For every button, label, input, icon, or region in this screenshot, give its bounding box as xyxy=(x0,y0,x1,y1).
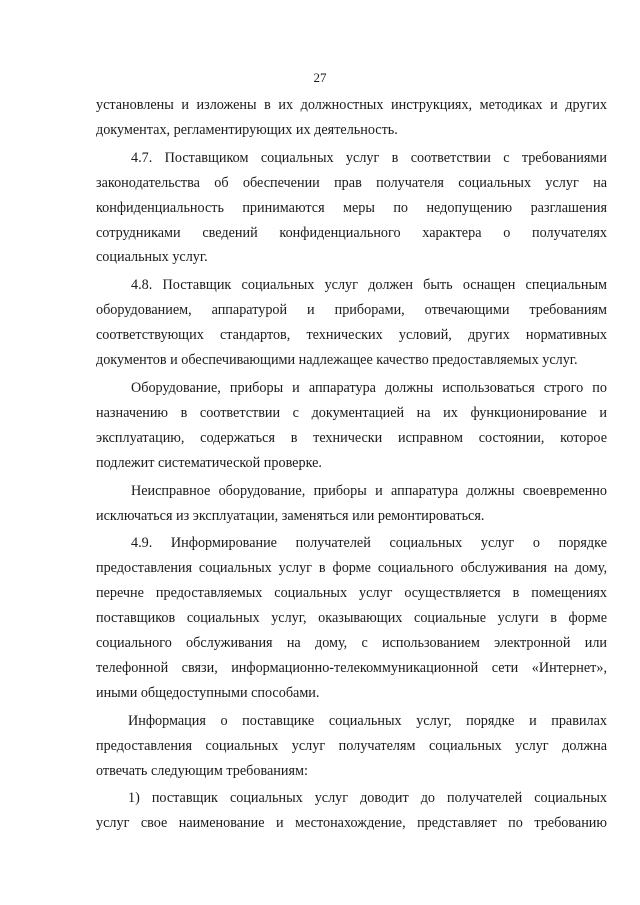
text-line: отвечать следующим требованиям: xyxy=(96,762,308,779)
text-line: законодательства об обеспечении прав получателя социальных услуг на xyxy=(96,174,607,191)
text-line: предоставления социальных услуг получателям социальных услуг должна xyxy=(96,737,607,754)
text-line: 4.8. Поставщик социальных услуг должен быть оснащен специальным xyxy=(131,277,607,294)
paragraph-faulty-equipment xyxy=(96,479,607,529)
text-line: сотрудниками сведений конфиденциального характера о получателях xyxy=(96,224,607,241)
paragraph-4-8 xyxy=(96,273,607,373)
text-line: социального обслуживания на дому, с использованием электронной или xyxy=(96,635,607,652)
text-line: Неисправное оборудование, приборы и аппаратура должны своевременно xyxy=(131,482,607,499)
text-line: оборудованием, аппаратурой и приборами, отвечающими требованиям xyxy=(96,302,607,319)
text-line: подлежит систематической проверке. xyxy=(96,454,322,471)
text-line: назначению в соответствии с документацией на их функционирование и xyxy=(96,404,607,421)
page-number: 27 xyxy=(313,70,327,85)
text-line: конфиденциальность принимаются меры по недопущению разглашения xyxy=(96,199,607,216)
paragraph-equipment-use xyxy=(96,376,607,476)
text-line: документах, регламентирующих их деятельность. xyxy=(96,121,398,138)
text-line: поставщиков социальных услуг, оказывающих социальные услуги в форме xyxy=(96,610,607,627)
text-line: 4.7. Поставщиком социальных услуг в соответствии с требованиями xyxy=(131,149,607,166)
text-line: телефонной связи, информационно-телекоммуникационной сети «Интернет», xyxy=(96,659,607,676)
text-line: исключаться из эксплуатации, заменяться или ремонтироваться. xyxy=(96,507,485,524)
paragraph-4-9 xyxy=(96,531,607,705)
text-line: 1) поставщик социальных услуг доводит до получателей социальных xyxy=(128,790,607,807)
text-line: социальных услуг. xyxy=(96,249,208,266)
paragraph-continuation xyxy=(96,93,607,143)
text-line: 4.9. Информирование получателей социальных услуг о порядке xyxy=(131,535,607,552)
text-line: эксплуатацию, содержаться в технически исправном состоянии, которое xyxy=(96,429,607,446)
text-line: Оборудование, приборы и аппаратура должны использоваться строго по xyxy=(131,379,607,396)
document-body xyxy=(96,93,607,836)
text-line: иными общедоступными способами. xyxy=(96,684,320,701)
text-line: соответствующих стандартов, технических условий, других нормативных xyxy=(96,327,607,344)
text-line: документов и обеспечивающими надлежащее качество предоставляемых услуг. xyxy=(96,352,578,369)
text-line: услуг свое наименование и местонахождение, представляет по требованию xyxy=(96,815,607,832)
text-line: Информация о поставщике социальных услуг, порядке и правилах xyxy=(128,712,607,729)
text-line: перечне предоставляемых социальных услуг осуществляется в помещениях xyxy=(96,585,607,602)
paragraph-list-item-1 xyxy=(96,786,607,836)
paragraph-4-7 xyxy=(96,146,607,271)
paragraph-provider-info xyxy=(96,709,607,784)
text-line: предоставления социальных услуг в форме социального обслуживания на дому, xyxy=(96,560,607,577)
text-line: установлены и изложены в их должностных инструкциях, методиках и других xyxy=(96,97,607,113)
